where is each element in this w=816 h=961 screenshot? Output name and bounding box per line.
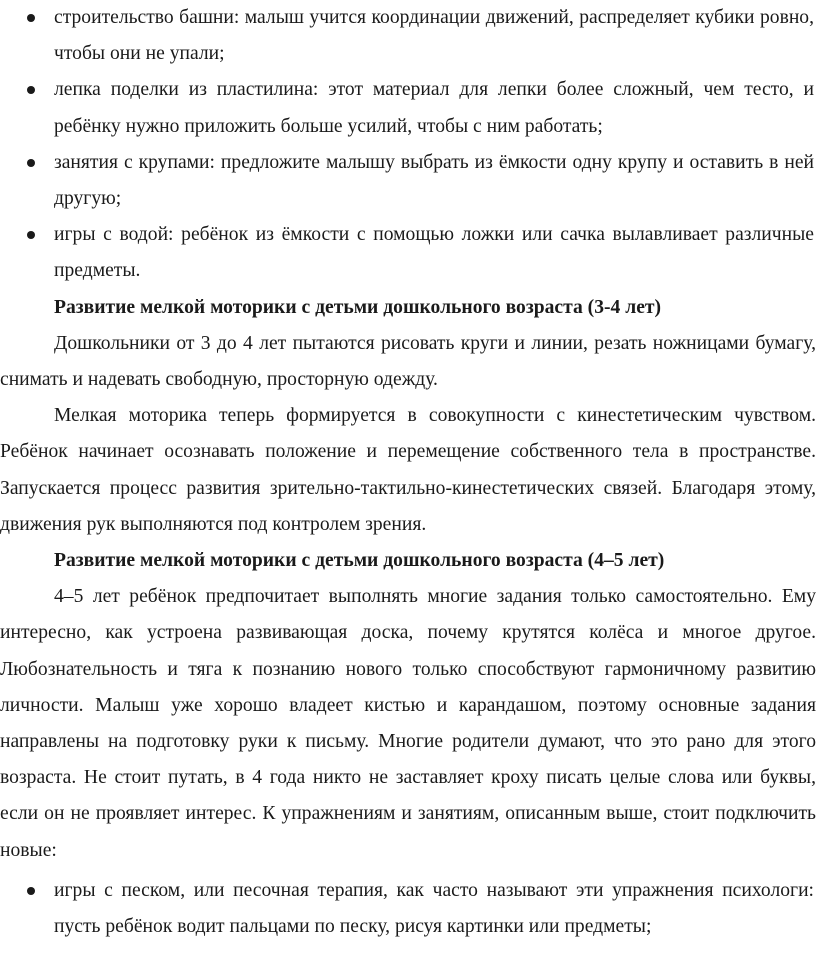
list-item-text: игры с водой: ребёнок из ёмкости с помощью ложки или сачка вылавливает различные предметы. [54,224,814,282]
bullet-dot-icon [27,159,35,167]
bullet-dot-icon [27,86,35,94]
paragraph: Мелкая моторика теперь формируется в совокупности с кинестетическим чувством. Ребёнок начинает осознавать положение и перемещение собственного тела в пространстве. Запускается процесс развития зрительно-тактильно-кинестетических связей. Благодаря этому, движения рук выполняются под контролем зрения. [0,405,816,535]
paragraph: Дошкольники от 3 до 4 лет пытаются рисовать круги и линии, резать ножницами бумагу, снимать и надевать свободную, просторную одежду. [0,332,816,391]
bullet-dot-icon [27,231,35,239]
list-item [0,145,816,217]
activity-list-top [0,0,816,290]
activity-list-bottom [0,873,816,945]
list-item [0,873,816,945]
list-item [0,217,816,289]
bullet-dot-icon [27,14,35,22]
list-item [0,0,816,72]
list-item-text: занятия с крупами: предложите малышу выбрать из ёмкости одну крупу и оставить в ней другую; [54,151,814,210]
list-item [0,72,816,144]
list-item-text: лепка поделки из пластилина: этот материал для лепки более сложный, чем тесто, и ребёнку нужно приложить больше усилий, чтобы с ним работать; [54,79,814,137]
bullet-dot-icon [27,887,35,895]
list-item-text: игры с песком, или песочная терапия, как часто называют эти упражнения психологи: пусть ребёнок водит пальцами по песку, рисуя картинки или предметы; [54,879,814,938]
section-heading-3-4: Развитие мелкой моторики с детьми дошкольного возраста (3-4 лет) [54,296,662,318]
section-heading-4-5: Развитие мелкой моторики с детьми дошкольного возраста (4–5 лет) [54,550,665,572]
list-item-text: строительство башни: малыш учится координации движений, распределяет кубики ровно, чтобы они не упали; [54,7,814,65]
paragraph: 4–5 лет ребёнок предпочитает выполнять многие задания только самостоятельно. Ему интересно, как устроена развивающая доска, почему крутятся колёса и многое другое. Любознательность и тяга к познанию нового только способствуют гармоничному развитию личности. Малыш уже хорошо владеет кистью и карандашом, поэтому основные задания направлены на подготовку руки к письму. Многие родители думают, что это рано для этого возраста. Не стоит путать, в 4 года никто не заставляет кроху писать целые слова или буквы, если он не проявляет интерес. К упражнениям и занятиям, описанным выше, стоит подключить новые: [0,586,816,861]
